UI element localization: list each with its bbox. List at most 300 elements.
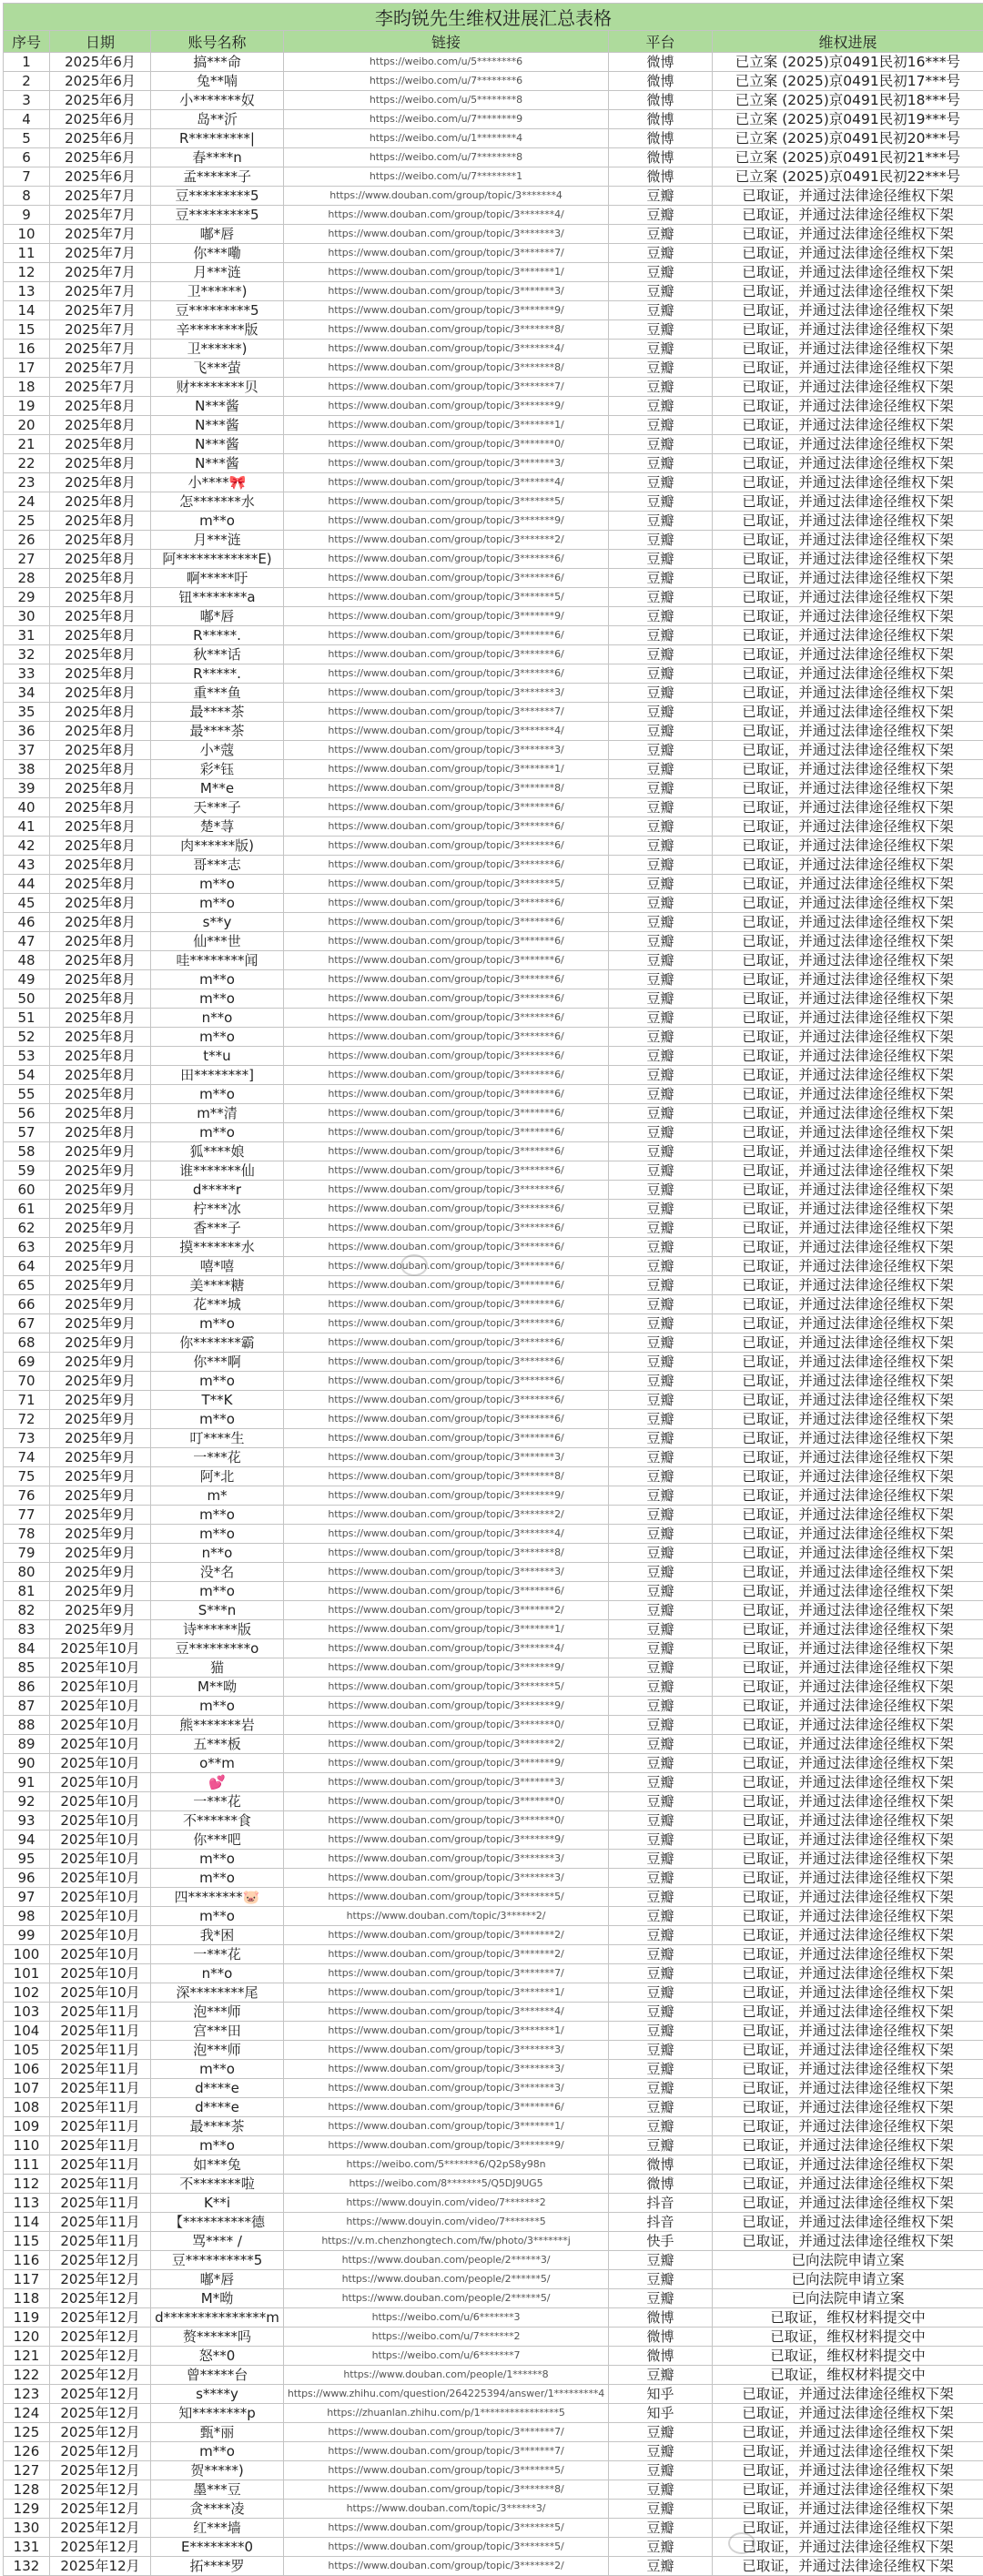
- row-account-name: m**o: [151, 1525, 284, 1544]
- row-account-name: 最****茶: [151, 722, 284, 741]
- row-link[interactable]: https://www.douban.com/group/topic/3*******3/: [284, 2041, 609, 2060]
- row-link[interactable]: https://www.douban.com/group/topic/3*******1/: [284, 1620, 609, 1639]
- row-link[interactable]: https://www.douban.com/group/topic/3*******9/: [284, 1486, 609, 1506]
- row-link[interactable]: https://www.douban.com/group/topic/3*******6/: [284, 970, 609, 989]
- row-link[interactable]: https://www.douban.com/group/topic/3*******0/: [284, 1716, 609, 1735]
- row-link[interactable]: https://www.douban.com/group/topic/3*******9/: [284, 1658, 609, 1678]
- row-progress: 已取证，并通过法律途径维权下架: [713, 1544, 983, 1563]
- row-index: 11: [4, 244, 50, 263]
- row-link[interactable]: https://www.douban.com/group/topic/3*******7/: [284, 703, 609, 722]
- row-link[interactable]: https://www.douban.com/group/topic/3*******5/: [284, 2461, 609, 2480]
- row-link[interactable]: https://www.douban.com/group/topic/3*******5/: [284, 2538, 609, 2557]
- row-progress: 已取证，并通过法律途径维权下架: [713, 645, 983, 664]
- row-platform: 豆瓣: [609, 2480, 713, 2500]
- row-index: 46: [4, 913, 50, 932]
- row-link[interactable]: https://www.douban.com/group/topic/3*******9/: [284, 512, 609, 531]
- row-account-name: 知********p: [151, 2404, 284, 2423]
- row-account-name: E********0: [151, 2538, 284, 2557]
- row-link[interactable]: https://weibo.com/u/6*******7: [284, 2347, 609, 2366]
- row-link[interactable]: https://www.douban.com/group/topic/3*******9/: [284, 2136, 609, 2155]
- row-index: 59: [4, 1161, 50, 1181]
- header-row: [4, 31, 983, 53]
- row-link[interactable]: https://www.douban.com/people/2******3/: [284, 2251, 609, 2270]
- row-date: 2025年7月: [50, 244, 151, 263]
- row-link[interactable]: https://www.douban.com/group/topic/3*******6/: [284, 1161, 609, 1181]
- row-link[interactable]: https://www.douban.com/group/topic/3*******1/: [284, 1983, 609, 2003]
- row-index: 95: [4, 1850, 50, 1869]
- row-link[interactable]: https://www.douban.com/group/topic/3*******0/: [284, 435, 609, 454]
- table-row: [4, 2175, 983, 2194]
- row-progress: 已取证，并通过法律途径维权下架: [713, 741, 983, 760]
- row-link[interactable]: https://www.douban.com/group/topic/3*******5/: [284, 1678, 609, 1697]
- header-date[interactable]: 日期: [50, 31, 151, 53]
- table-row: [4, 1716, 983, 1735]
- row-link[interactable]: https://www.douban.com/group/topic/3*******6/: [284, 1009, 609, 1028]
- row-link[interactable]: https://www.douban.com/group/topic/3*******6/: [284, 989, 609, 1009]
- row-platform: 豆瓣: [609, 1467, 713, 1486]
- row-account-name: 辛********版: [151, 320, 284, 340]
- row-platform: 豆瓣: [609, 435, 713, 454]
- row-link[interactable]: https://www.douban.com/group/topic/3*******9/: [284, 301, 609, 320]
- table-row: [4, 607, 983, 626]
- row-link[interactable]: https://www.douban.com/group/topic/3*******6/: [284, 1410, 609, 1429]
- row-link[interactable]: https://www.douban.com/group/topic/3*******6/: [284, 1353, 609, 1372]
- row-link[interactable]: https://www.douban.com/group/topic/3*******6/: [284, 1085, 609, 1104]
- row-platform: 豆瓣: [609, 989, 713, 1009]
- row-index: 106: [4, 2060, 50, 2079]
- row-link[interactable]: https://www.douban.com/group/topic/3*******3/: [284, 1869, 609, 1888]
- row-link[interactable]: https://www.douban.com/group/topic/3*******2/: [284, 1506, 609, 1525]
- row-platform: 豆瓣: [609, 1161, 713, 1181]
- row-link[interactable]: https://www.douban.com/group/topic/3*******6/: [284, 664, 609, 684]
- row-link[interactable]: https://www.douban.com/group/topic/3*******6/: [284, 837, 609, 856]
- table-row: [4, 1869, 983, 1888]
- row-index: 74: [4, 1448, 50, 1467]
- row-progress: 已取证，并通过法律途径维权下架: [713, 435, 983, 454]
- row-account-name: 春****n: [151, 148, 284, 167]
- row-link[interactable]: https://www.douban.com/group/topic/3*******9/: [284, 1831, 609, 1850]
- row-link[interactable]: https://weibo.com/u/7********9: [284, 110, 609, 129]
- row-date: 2025年9月: [50, 1486, 151, 1506]
- row-link[interactable]: https://weibo.com/u/1********4: [284, 129, 609, 148]
- row-index: 18: [4, 378, 50, 397]
- table-row: [4, 2194, 983, 2213]
- row-link[interactable]: https://www.douban.com/group/topic/3*******6/: [284, 817, 609, 837]
- row-index: 31: [4, 626, 50, 645]
- row-progress: 已取证，并通过法律途径维权下架: [713, 1563, 983, 1582]
- row-link[interactable]: https://www.douban.com/group/topic/3*******9/: [284, 1697, 609, 1716]
- table-row: [4, 798, 983, 817]
- row-link[interactable]: https://www.douban.com/topic/3******3/: [284, 2500, 609, 2519]
- table-row: [4, 1754, 983, 1773]
- row-link[interactable]: https://www.douban.com/group/topic/3*******6/: [284, 626, 609, 645]
- table-row: [4, 1506, 983, 1525]
- row-link[interactable]: https://www.douban.com/group/topic/3*******4: [284, 187, 609, 206]
- row-link[interactable]: https://www.douban.com/group/topic/3*******5/: [284, 492, 609, 512]
- row-platform: 豆瓣: [609, 1811, 713, 1831]
- row-link[interactable]: https://www.douban.com/group/topic/3*******4/: [284, 2003, 609, 2022]
- row-link[interactable]: https://www.douban.com/group/topic/3*******6/: [284, 550, 609, 569]
- row-progress: 已取证，并通过法律途径维权下架: [713, 2003, 983, 2022]
- row-link[interactable]: https://www.douban.com/group/topic/3*******8/: [284, 1467, 609, 1486]
- row-account-name: 最****茶: [151, 2117, 284, 2136]
- row-link[interactable]: https://www.douban.com/group/topic/3*******3/: [284, 225, 609, 244]
- row-link[interactable]: https://www.douban.com/group/topic/3*******6/: [284, 856, 609, 875]
- row-link[interactable]: https://www.douban.com/people/2******5/: [284, 2270, 609, 2289]
- row-platform: 豆瓣: [609, 2060, 713, 2079]
- row-link[interactable]: https://www.douban.com/group/topic/3*******6/: [284, 569, 609, 588]
- row-progress: 已取证，并通过法律途径维权下架: [713, 2232, 983, 2251]
- row-platform: 豆瓣: [609, 798, 713, 817]
- row-platform: 豆瓣: [609, 492, 713, 512]
- row-link[interactable]: https://weibo.com/5*******6/Q2pS8y98n: [284, 2155, 609, 2175]
- row-index: 66: [4, 1295, 50, 1314]
- row-link[interactable]: https://www.douban.com/group/topic/3*******6/: [284, 1391, 609, 1410]
- row-link[interactable]: https://www.douban.com/group/topic/3*******8/: [284, 1544, 609, 1563]
- row-date: 2025年8月: [50, 894, 151, 913]
- row-link[interactable]: https://weibo.com/u/7*******2: [284, 2328, 609, 2347]
- row-link[interactable]: https://www.douban.com/group/topic/3*******8/: [284, 779, 609, 798]
- row-link[interactable]: https://www.douban.com/group/topic/3*******0/: [284, 1792, 609, 1811]
- header-progress[interactable]: 维权进展: [713, 31, 983, 53]
- row-account-name: 狐****娘: [151, 1142, 284, 1161]
- row-date: 2025年10月: [50, 1907, 151, 1926]
- row-index: 16: [4, 340, 50, 359]
- row-link[interactable]: https://www.douban.com/group/topic/3*******6/: [284, 1372, 609, 1391]
- row-link[interactable]: https://www.douban.com/people/2******5/: [284, 2289, 609, 2308]
- row-link[interactable]: https://www.douban.com/group/topic/3*******6/: [284, 1104, 609, 1123]
- table-row: [4, 569, 983, 588]
- row-link[interactable]: https://www.douban.com/group/topic/3*******4/: [284, 340, 609, 359]
- row-link[interactable]: https://www.douban.com/group/topic/3*******8/: [284, 320, 609, 340]
- table-row: [4, 1926, 983, 1945]
- row-progress: 已取证，并通过法律途径维权下架: [713, 2538, 983, 2557]
- row-progress: 已向法院申请立案: [713, 2270, 983, 2289]
- row-link[interactable]: https://www.douban.com/group/topic/3*******5/: [284, 2519, 609, 2538]
- row-index: 55: [4, 1085, 50, 1104]
- row-index: 50: [4, 989, 50, 1009]
- row-link[interactable]: https://www.douban.com/group/topic/3*******1/: [284, 760, 609, 779]
- row-link[interactable]: https://www.douban.com/group/topic/3*******2/: [284, 1601, 609, 1620]
- row-link[interactable]: https://www.douban.com/group/topic/3*******7/: [284, 244, 609, 263]
- row-link[interactable]: https://www.douban.com/group/topic/3*******6/: [284, 1066, 609, 1085]
- row-link[interactable]: https://www.douban.com/group/topic/3*******3/: [284, 684, 609, 703]
- table-row: [4, 1486, 983, 1506]
- row-platform: 豆瓣: [609, 225, 713, 244]
- row-link[interactable]: https://www.douban.com/group/topic/3*******2/: [284, 1926, 609, 1945]
- row-link[interactable]: https://www.douban.com/group/topic/3*******3/: [284, 282, 609, 301]
- row-link[interactable]: https://www.douban.com/group/topic/3*******6/: [284, 1047, 609, 1066]
- row-index: 68: [4, 1334, 50, 1353]
- row-link[interactable]: https://www.douban.com/group/topic/3*******6/: [284, 1219, 609, 1238]
- row-link[interactable]: https://www.douban.com/group/topic/3*******3/: [284, 1563, 609, 1582]
- row-link[interactable]: https://www.douban.com/group/topic/3*******6/: [284, 894, 609, 913]
- row-link[interactable]: https://www.douban.com/group/topic/3*******6/: [284, 645, 609, 664]
- row-progress: 已取证，并通过法律途径维权下架: [713, 397, 983, 416]
- table-row: [4, 1066, 983, 1085]
- row-date: 2025年9月: [50, 1314, 151, 1334]
- row-date: 2025年12月: [50, 2404, 151, 2423]
- row-link[interactable]: https://www.douban.com/group/topic/3*******6/: [284, 932, 609, 951]
- row-link[interactable]: https://www.douban.com/group/topic/3*******6/: [284, 1200, 609, 1219]
- table-row: [4, 703, 983, 722]
- row-account-name: s****y: [151, 2385, 284, 2404]
- row-account-name: 卫******): [151, 340, 284, 359]
- row-progress: 已立案 (2025)京0491民初20***号: [713, 129, 983, 148]
- row-date: 2025年11月: [50, 2117, 151, 2136]
- table-row: [4, 2251, 983, 2270]
- row-platform: 豆瓣: [609, 1238, 713, 1257]
- table-row: [4, 1582, 983, 1601]
- row-link[interactable]: https://www.douban.com/group/topic/3*******6/: [284, 2098, 609, 2117]
- row-progress: 已取证，并通过法律途径维权下架: [713, 1888, 983, 1907]
- row-link[interactable]: https://www.douban.com/group/topic/3*******6/: [284, 1314, 609, 1334]
- row-progress: 已立案 (2025)京0491民初18***号: [713, 91, 983, 110]
- row-index: 97: [4, 1888, 50, 1907]
- row-link[interactable]: https://www.douban.com/group/topic/3*******6/: [284, 913, 609, 932]
- row-link[interactable]: https://weibo.com/u/5********8: [284, 91, 609, 110]
- row-link[interactable]: https://weibo.com/u/7********1: [284, 167, 609, 187]
- row-account-name: m**o: [151, 1506, 284, 1525]
- row-link[interactable]: https://www.douban.com/group/topic/3*******6/: [284, 1238, 609, 1257]
- row-link[interactable]: https://weibo.com/u/7********6: [284, 72, 609, 91]
- row-link[interactable]: https://www.douban.com/group/topic/3*******9/: [284, 607, 609, 626]
- row-link[interactable]: https://www.douban.com/group/topic/3*******6/: [284, 1429, 609, 1448]
- row-index: 111: [4, 2155, 50, 2175]
- row-link[interactable]: https://www.douban.com/group/topic/3*******5/: [284, 1888, 609, 1907]
- row-progress: 已取证，并通过法律途径维权下架: [713, 2557, 983, 2576]
- row-link[interactable]: https://www.douban.com/group/topic/3*******6/: [284, 1028, 609, 1047]
- row-link[interactable]: https://www.douban.com/people/1******8: [284, 2366, 609, 2385]
- row-link[interactable]: https://www.douban.com/group/topic/3*******6/: [284, 1142, 609, 1161]
- row-account-name: 豆*********o: [151, 1639, 284, 1658]
- row-date: 2025年9月: [50, 1620, 151, 1639]
- row-link[interactable]: https://www.douban.com/group/topic/3*******8/: [284, 2480, 609, 2500]
- row-link[interactable]: https://www.douban.com/group/topic/3*******6/: [284, 1582, 609, 1601]
- row-link[interactable]: https://www.douban.com/group/topic/3*******6/: [284, 951, 609, 970]
- row-platform: 豆瓣: [609, 588, 713, 607]
- header-link[interactable]: 链接: [284, 31, 609, 53]
- row-platform: 豆瓣: [609, 1314, 713, 1334]
- row-link[interactable]: https://www.douban.com/group/topic/3*******8/: [284, 359, 609, 378]
- table-row: [4, 1467, 983, 1486]
- row-link[interactable]: https://www.douban.com/group/topic/3*******7/: [284, 378, 609, 397]
- row-date: 2025年9月: [50, 1238, 151, 1257]
- row-progress: 已取证，并通过法律途径维权下架: [713, 932, 983, 951]
- row-progress: 已取证，并通过法律途径维权下架: [713, 1907, 983, 1926]
- row-link[interactable]: https://www.douban.com/group/topic/3*******3/: [284, 741, 609, 760]
- row-date: 2025年9月: [50, 1200, 151, 1219]
- row-link[interactable]: https://www.douban.com/group/topic/3*******2/: [284, 1735, 609, 1754]
- header-index[interactable]: 序号: [4, 31, 50, 53]
- row-link[interactable]: https://www.douyin.com/video/7*******2: [284, 2194, 609, 2213]
- row-link[interactable]: https://www.douban.com/topic/3******2/: [284, 1907, 609, 1926]
- row-link[interactable]: https://www.douban.com/group/topic/3*******7/: [284, 1964, 609, 1983]
- row-index: 87: [4, 1697, 50, 1716]
- row-platform: 豆瓣: [609, 2003, 713, 2022]
- row-account-name: m**o: [151, 1697, 284, 1716]
- row-account-name: 💕: [151, 1773, 284, 1792]
- row-account-name: 骂**** /: [151, 2232, 284, 2251]
- table-title: 李昀锐先生维权进展汇总表格: [4, 4, 983, 31]
- table-row: [4, 416, 983, 435]
- row-date: 2025年12月: [50, 2519, 151, 2538]
- row-account-name: 月***涟: [151, 531, 284, 550]
- row-date: 2025年8月: [50, 492, 151, 512]
- row-link[interactable]: https://www.douban.com/group/topic/3*******4/: [284, 1525, 609, 1544]
- row-date: 2025年8月: [50, 970, 151, 989]
- row-link[interactable]: https://zhuanlan.zhihu.com/p/1****************5: [284, 2404, 609, 2423]
- row-link[interactable]: https://weibo.com/u/7********8: [284, 148, 609, 167]
- row-account-name: m**o: [151, 1314, 284, 1334]
- row-index: 76: [4, 1486, 50, 1506]
- row-progress: 已取证，并通过法律途径维权下架: [713, 1620, 983, 1639]
- row-link[interactable]: https://www.douban.com/group/topic/3*******4/: [284, 206, 609, 225]
- row-platform: 豆瓣: [609, 416, 713, 435]
- row-link[interactable]: https://www.douban.com/group/topic/3*******6/: [284, 1276, 609, 1295]
- row-index: 69: [4, 1353, 50, 1372]
- table-row: [4, 2213, 983, 2232]
- row-date: 2025年9月: [50, 1467, 151, 1486]
- row-account-name: n**o: [151, 1009, 284, 1028]
- row-date: 2025年8月: [50, 1085, 151, 1104]
- row-date: 2025年7月: [50, 359, 151, 378]
- row-link[interactable]: https://www.douban.com/group/topic/3*******6/: [284, 1295, 609, 1314]
- row-link[interactable]: https://www.douban.com/group/topic/3*******6/: [284, 1334, 609, 1353]
- row-link[interactable]: https://www.douban.com/group/topic/3*******9/: [284, 1754, 609, 1773]
- row-platform: 豆瓣: [609, 2270, 713, 2289]
- row-platform: 豆瓣: [609, 2022, 713, 2041]
- row-link[interactable]: https://www.douban.com/group/topic/3*******6/: [284, 1123, 609, 1142]
- row-progress: 已取证，并通过法律途径维权下架: [713, 569, 983, 588]
- table-row: [4, 1429, 983, 1448]
- row-link[interactable]: https://www.douban.com/group/topic/3*******4/: [284, 473, 609, 492]
- row-link[interactable]: https://www.douban.com/group/topic/3*******4/: [284, 722, 609, 741]
- table-row: [4, 435, 983, 454]
- row-index: 107: [4, 2079, 50, 2098]
- row-account-name: 嘻*嘻: [151, 1257, 284, 1276]
- header-platform[interactable]: 平台: [609, 31, 713, 53]
- row-date: 2025年8月: [50, 760, 151, 779]
- row-link[interactable]: https://www.douban.com/group/topic/3*******1/: [284, 263, 609, 282]
- row-link[interactable]: https://www.douban.com/group/topic/3*******3/: [284, 454, 609, 473]
- row-link[interactable]: https://www.douban.com/group/topic/3*******1/: [284, 2117, 609, 2136]
- row-link[interactable]: https://www.douban.com/group/topic/3*******9/: [284, 397, 609, 416]
- row-account-name: 阿************E): [151, 550, 284, 569]
- row-progress: 已取证，并通过法律途径维权下架: [713, 206, 983, 225]
- row-account-name: 秋***话: [151, 645, 284, 664]
- row-platform: 豆瓣: [609, 1926, 713, 1945]
- row-link[interactable]: https://www.douban.com/group/topic/3*******5/: [284, 588, 609, 607]
- row-index: 15: [4, 320, 50, 340]
- row-link[interactable]: https://www.douban.com/group/topic/3*******7/: [284, 2442, 609, 2461]
- row-account-name: 墨***豆: [151, 2480, 284, 2500]
- row-account-name: 怎*******水: [151, 492, 284, 512]
- row-link[interactable]: https://www.douban.com/group/topic/3*******1/: [284, 2022, 609, 2041]
- row-index: 103: [4, 2003, 50, 2022]
- row-index: 12: [4, 263, 50, 282]
- row-platform: 豆瓣: [609, 2251, 713, 2270]
- row-index: 57: [4, 1123, 50, 1142]
- row-link[interactable]: https://www.douban.com/group/topic/3*******5/: [284, 875, 609, 894]
- row-platform: 豆瓣: [609, 1009, 713, 1028]
- row-link[interactable]: https://weibo.com/u/5********6: [284, 53, 609, 72]
- row-account-name: 肉******版): [151, 837, 284, 856]
- row-date: 2025年8月: [50, 856, 151, 875]
- row-progress: 已取证，并通过法律途径维权下架: [713, 1869, 983, 1888]
- row-platform: 豆瓣: [609, 2098, 713, 2117]
- row-link[interactable]: https://www.douban.com/group/topic/3*******1/: [284, 416, 609, 435]
- row-link[interactable]: https://www.douban.com/group/topic/3*******3/: [284, 2079, 609, 2098]
- row-index: 24: [4, 492, 50, 512]
- row-account-name: 拓****罗: [151, 2557, 284, 2576]
- row-date: 2025年11月: [50, 2003, 151, 2022]
- row-index: 41: [4, 817, 50, 837]
- row-link[interactable]: https://www.douban.com/group/topic/3*******2/: [284, 1945, 609, 1964]
- table-row: [4, 2328, 983, 2347]
- row-link[interactable]: https://weibo.com/8*******5/Q5DJ9UG5: [284, 2175, 609, 2194]
- row-account-name: 贪****凌: [151, 2500, 284, 2519]
- row-platform: 豆瓣: [609, 1907, 713, 1926]
- table-row: [4, 492, 983, 512]
- row-link[interactable]: https://www.douyin.com/video/7*******5: [284, 2213, 609, 2232]
- row-platform: 豆瓣: [609, 2136, 713, 2155]
- row-index: 30: [4, 607, 50, 626]
- row-link[interactable]: https://www.douban.com/group/topic/3*******0/: [284, 1811, 609, 1831]
- row-link[interactable]: https://www.douban.com/group/topic/3*******3/: [284, 1773, 609, 1792]
- row-platform: 微博: [609, 167, 713, 187]
- row-date: 2025年10月: [50, 1639, 151, 1658]
- row-link[interactable]: https://www.douban.com/group/topic/3*******6/: [284, 798, 609, 817]
- table-row: [4, 1028, 983, 1047]
- row-link[interactable]: https://v.m.chenzhongtech.com/fw/photo/3*******j: [284, 2232, 609, 2251]
- row-index: 48: [4, 951, 50, 970]
- row-link[interactable]: https://www.douban.com/group/topic/3*******6/: [284, 1257, 609, 1276]
- row-progress: 已取证，并通过法律途径维权下架: [713, 244, 983, 263]
- table-row: [4, 550, 983, 569]
- row-date: 2025年8月: [50, 473, 151, 492]
- row-date: 2025年6月: [50, 129, 151, 148]
- row-progress: 已立案 (2025)京0491民初16***号: [713, 53, 983, 72]
- row-link[interactable]: https://www.douban.com/group/topic/3*******3/: [284, 1850, 609, 1869]
- table-row: [4, 1792, 983, 1811]
- row-link[interactable]: https://www.zhihu.com/question/264225394/answer/1*********4: [284, 2385, 609, 2404]
- table-row: [4, 2557, 983, 2576]
- row-link[interactable]: https://www.douban.com/group/topic/3*******6/: [284, 1181, 609, 1200]
- row-link[interactable]: https://www.douban.com/group/topic/3*******3/: [284, 1448, 609, 1467]
- header-account-name[interactable]: 账号名称: [151, 31, 284, 53]
- row-date: 2025年9月: [50, 1219, 151, 1238]
- row-link[interactable]: https://www.douban.com/group/topic/3*******3/: [284, 2060, 609, 2079]
- row-progress: 已取证，并通过法律途径维权下架: [713, 856, 983, 875]
- row-index: 32: [4, 645, 50, 664]
- row-platform: 豆瓣: [609, 569, 713, 588]
- row-link[interactable]: https://www.douban.com/group/topic/3*******4/: [284, 1639, 609, 1658]
- table-row: [4, 1161, 983, 1181]
- row-link[interactable]: https://www.douban.com/group/topic/3*******7/: [284, 2423, 609, 2442]
- row-platform: 豆瓣: [609, 1754, 713, 1773]
- row-progress: 已取证，并通过法律途径维权下架: [713, 531, 983, 550]
- row-platform: 豆瓣: [609, 970, 713, 989]
- table-row: [4, 913, 983, 932]
- row-link[interactable]: https://weibo.com/u/6*******3: [284, 2308, 609, 2328]
- row-link[interactable]: https://www.douban.com/group/topic/3*******2/: [284, 531, 609, 550]
- row-link[interactable]: https://www.douban.com/group/topic/3*******2/: [284, 2557, 609, 2576]
- row-progress: 已取证，并通过法律途径维权下架: [713, 1334, 983, 1353]
- row-progress: 已取证，并通过法律途径维权下架: [713, 2500, 983, 2519]
- row-date: 2025年11月: [50, 2022, 151, 2041]
- row-progress: 已取证，并通过法律途径维权下架: [713, 1945, 983, 1964]
